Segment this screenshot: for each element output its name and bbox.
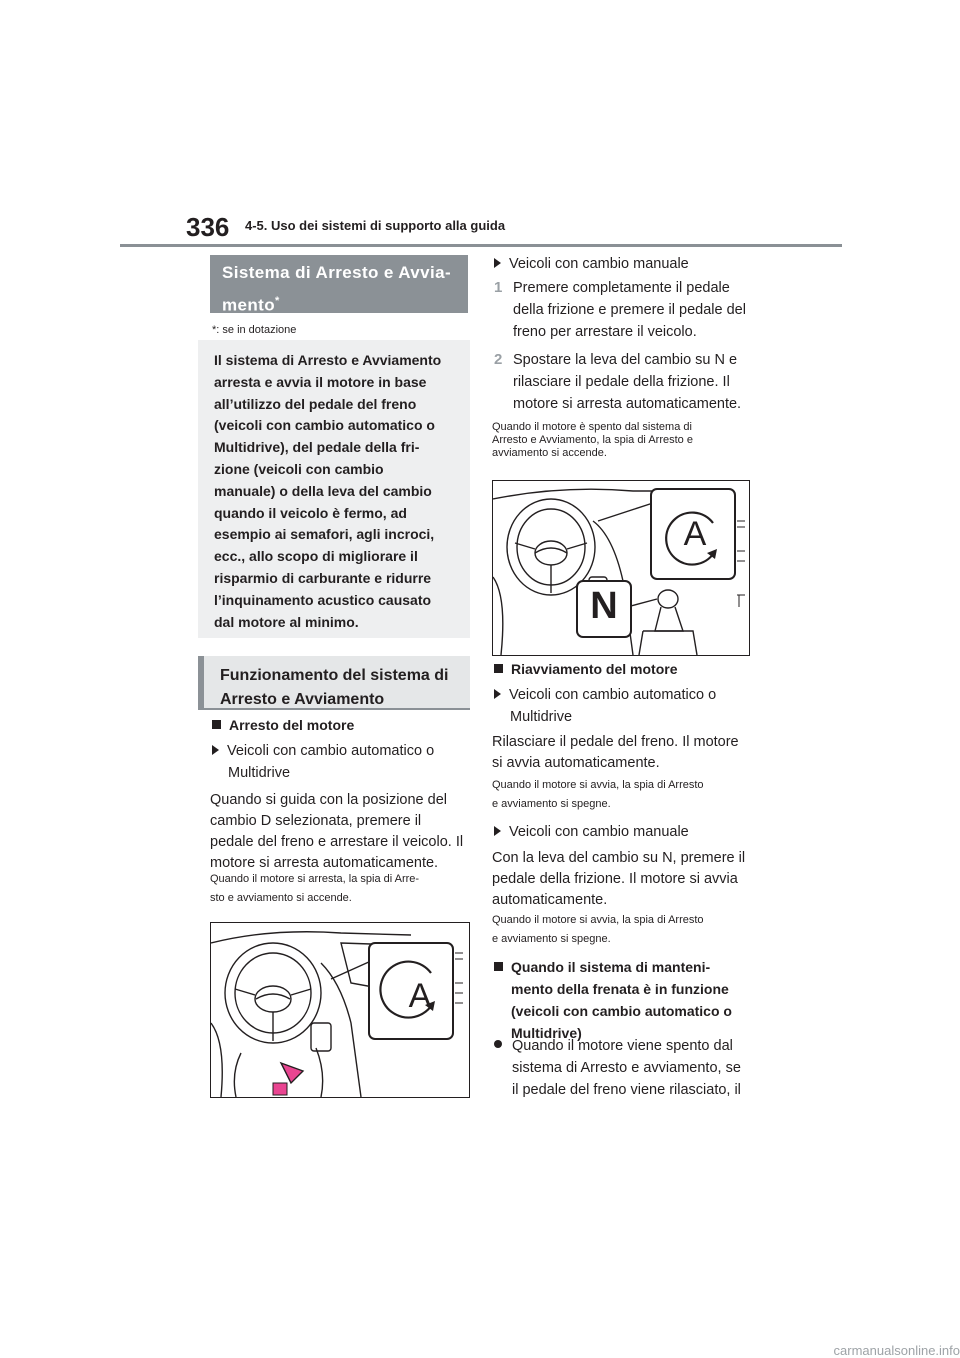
square-bullet-icon bbox=[494, 962, 503, 971]
square-bullet-icon bbox=[212, 720, 221, 729]
note-line: Quando il motore si avvia, la spia di Arresto bbox=[492, 914, 704, 926]
hold-heading-line: mento della frenata è in funzione bbox=[511, 981, 729, 997]
hold-heading-line: (veicoli con cambio automatico o bbox=[511, 1003, 732, 1019]
stop-auto-line1-wrap bbox=[228, 740, 488, 762]
section-title-mark: * bbox=[275, 295, 280, 307]
summary-line: quando il veicolo è fermo, ad bbox=[214, 504, 407, 521]
summary-line: zione (veicoli con cambio bbox=[214, 460, 384, 477]
body-line: automaticamente. bbox=[492, 892, 608, 908]
stop-auto-line1: Veicoli con cambio automatico o bbox=[227, 743, 435, 759]
running-header: 4-5. Uso dei sistemi di supporto alla guida bbox=[245, 218, 506, 233]
note-line: e avviamento si spegne. bbox=[492, 933, 611, 945]
summary-line: dal motore al minimo. bbox=[214, 613, 359, 630]
hold-heading-line: Multidrive) bbox=[511, 1025, 582, 1041]
step-2 bbox=[494, 349, 754, 415]
illus-label-n: N bbox=[590, 585, 618, 627]
body-line: motore si arresta automaticamente. bbox=[210, 855, 439, 871]
summary-line: manuale) o della leva del cambio bbox=[214, 482, 432, 499]
section-title bbox=[210, 255, 468, 313]
summary-line: esempio ai semafori, agli incroci, bbox=[214, 526, 435, 543]
note-line: Quando il motore è spento dal sistema di bbox=[492, 421, 692, 433]
subsection-title bbox=[198, 656, 470, 710]
bullet-line: Quando il motore viene spento dal bbox=[512, 1038, 733, 1054]
summary-line: l’inquinamento acustico causato bbox=[214, 591, 432, 608]
summary-line: Il sistema di Arresto e Avviamento bbox=[214, 352, 442, 368]
dashboard-illustration-manual bbox=[492, 480, 750, 656]
body-line: Quando si guida con la posizione del bbox=[210, 792, 447, 808]
note-line: Quando il motore si arresta, la spia di Arre- bbox=[210, 873, 420, 885]
step-line: rilasciare il pedale della frizione. Il bbox=[513, 374, 730, 390]
square-bullet-icon bbox=[494, 664, 503, 673]
section-title-line2: mento bbox=[222, 295, 275, 315]
stop-auto-body bbox=[210, 790, 472, 874]
illus-label-a: A bbox=[408, 977, 432, 1015]
restart-heading bbox=[494, 658, 678, 680]
hold-bullet-line1-wrap bbox=[494, 1035, 756, 1057]
bullet-line: il pedale del freno viene rilasciato, il bbox=[512, 1082, 741, 1098]
illus-label-a: A bbox=[683, 515, 707, 553]
summary-box bbox=[198, 340, 470, 638]
summary-line: ecc., allo scopo di migliorare il bbox=[214, 548, 418, 565]
note-line: avviamento si accende. bbox=[492, 447, 607, 459]
step-number: 2 bbox=[494, 351, 503, 368]
restart-manual-label-text: Veicoli con cambio manuale bbox=[509, 824, 689, 840]
dashboard-drawing-manual bbox=[493, 481, 749, 655]
body-line: Con la leva del cambio su N, premere il bbox=[492, 850, 746, 866]
step-line: della frizione e premere il pedale del bbox=[513, 302, 746, 318]
header-rule bbox=[120, 244, 842, 247]
page-number: 336 bbox=[186, 212, 230, 242]
note-line: sto e avviamento si accende. bbox=[210, 892, 352, 904]
section-title-line2-wrap bbox=[222, 287, 456, 320]
subsection-title-line1: Funzionamento del sistema di bbox=[220, 667, 449, 684]
restart-auto-line1-wrap bbox=[510, 684, 770, 706]
summary-line: Multidrive), del pedale della fri- bbox=[214, 439, 420, 456]
step-line: Spostare la leva del cambio su N e bbox=[513, 352, 738, 368]
body-line: cambio D selezionata, premere il bbox=[210, 813, 422, 829]
restart-auto-label bbox=[494, 684, 770, 728]
hold-heading-line1-wrap bbox=[494, 956, 756, 978]
subsection-title-line2: Arresto e Avviamento bbox=[220, 691, 385, 708]
dashboard-illustration-auto bbox=[210, 922, 470, 1098]
step-line: motore si arresta automaticamente. bbox=[513, 396, 742, 412]
summary-line: all’utilizzo del pedale del freno bbox=[214, 395, 417, 412]
note-line: Arresto e Avviamento, la spia di Arresto e bbox=[492, 434, 693, 446]
summary-line: risparmio di carburante e ridurre bbox=[214, 569, 432, 586]
restart-manual-body bbox=[492, 848, 754, 911]
restart-heading-text: Riavviamento del motore bbox=[511, 661, 678, 677]
hold-heading bbox=[494, 956, 756, 1044]
manual-note bbox=[492, 421, 754, 460]
bullet-line: sistema di Arresto e avviamento, se bbox=[512, 1060, 741, 1076]
restart-manual-note bbox=[492, 911, 754, 949]
footnote: *: se in dotazione bbox=[212, 324, 297, 336]
step-line: freno per arrestare il veicolo. bbox=[513, 324, 697, 340]
step-line: Premere completamente il pedale bbox=[513, 280, 730, 296]
step-number: 1 bbox=[494, 279, 503, 296]
step-1-line1-wrap bbox=[494, 277, 754, 299]
body-line: pedale della frizione. Il motore si avvia bbox=[492, 871, 738, 887]
step-2-line1-wrap bbox=[494, 349, 754, 371]
triangle-bullet-icon bbox=[494, 258, 501, 268]
triangle-bullet-icon bbox=[212, 745, 219, 755]
summary-line: arresta e avvia il motore in base bbox=[214, 373, 427, 390]
manual-label bbox=[494, 253, 689, 275]
stop-auto-note bbox=[210, 870, 472, 908]
triangle-bullet-icon bbox=[494, 826, 501, 836]
restart-auto-body bbox=[492, 732, 754, 774]
manual-label-text: Veicoli con cambio manuale bbox=[509, 256, 689, 272]
restart-manual-label bbox=[494, 821, 689, 843]
body-line: Rilasciare il pedale del freno. Il motore bbox=[492, 734, 739, 750]
restart-auto-line1: Veicoli con cambio automatico o bbox=[509, 687, 717, 703]
triangle-bullet-icon bbox=[494, 689, 501, 699]
note-line: e avviamento si spegne. bbox=[492, 798, 611, 810]
note-line: Quando il motore si avvia, la spia di Arresto bbox=[492, 779, 704, 791]
stop-heading-text: Arresto del motore bbox=[229, 717, 355, 733]
stop-auto-label bbox=[212, 740, 488, 784]
body-line: pedale del freno e arrestare il veicolo. Il bbox=[210, 834, 464, 850]
section-title-line1: Sistema di Arresto e Avvia- bbox=[222, 263, 452, 282]
dot-bullet-icon bbox=[494, 1040, 502, 1048]
stop-auto-line2: Multidrive bbox=[228, 765, 291, 781]
hold-heading-line: Quando il sistema di manteni- bbox=[511, 959, 711, 975]
summary-line: (veicoli con cambio automatico o bbox=[214, 417, 435, 434]
hold-bullet bbox=[494, 1035, 756, 1101]
restart-auto-note bbox=[492, 776, 754, 814]
stop-heading bbox=[212, 714, 354, 736]
step-1 bbox=[494, 277, 754, 343]
watermark: carmanualsonline.info bbox=[833, 1343, 960, 1358]
restart-auto-line2: Multidrive bbox=[510, 709, 573, 725]
body-line: si avvia automaticamente. bbox=[492, 755, 660, 771]
